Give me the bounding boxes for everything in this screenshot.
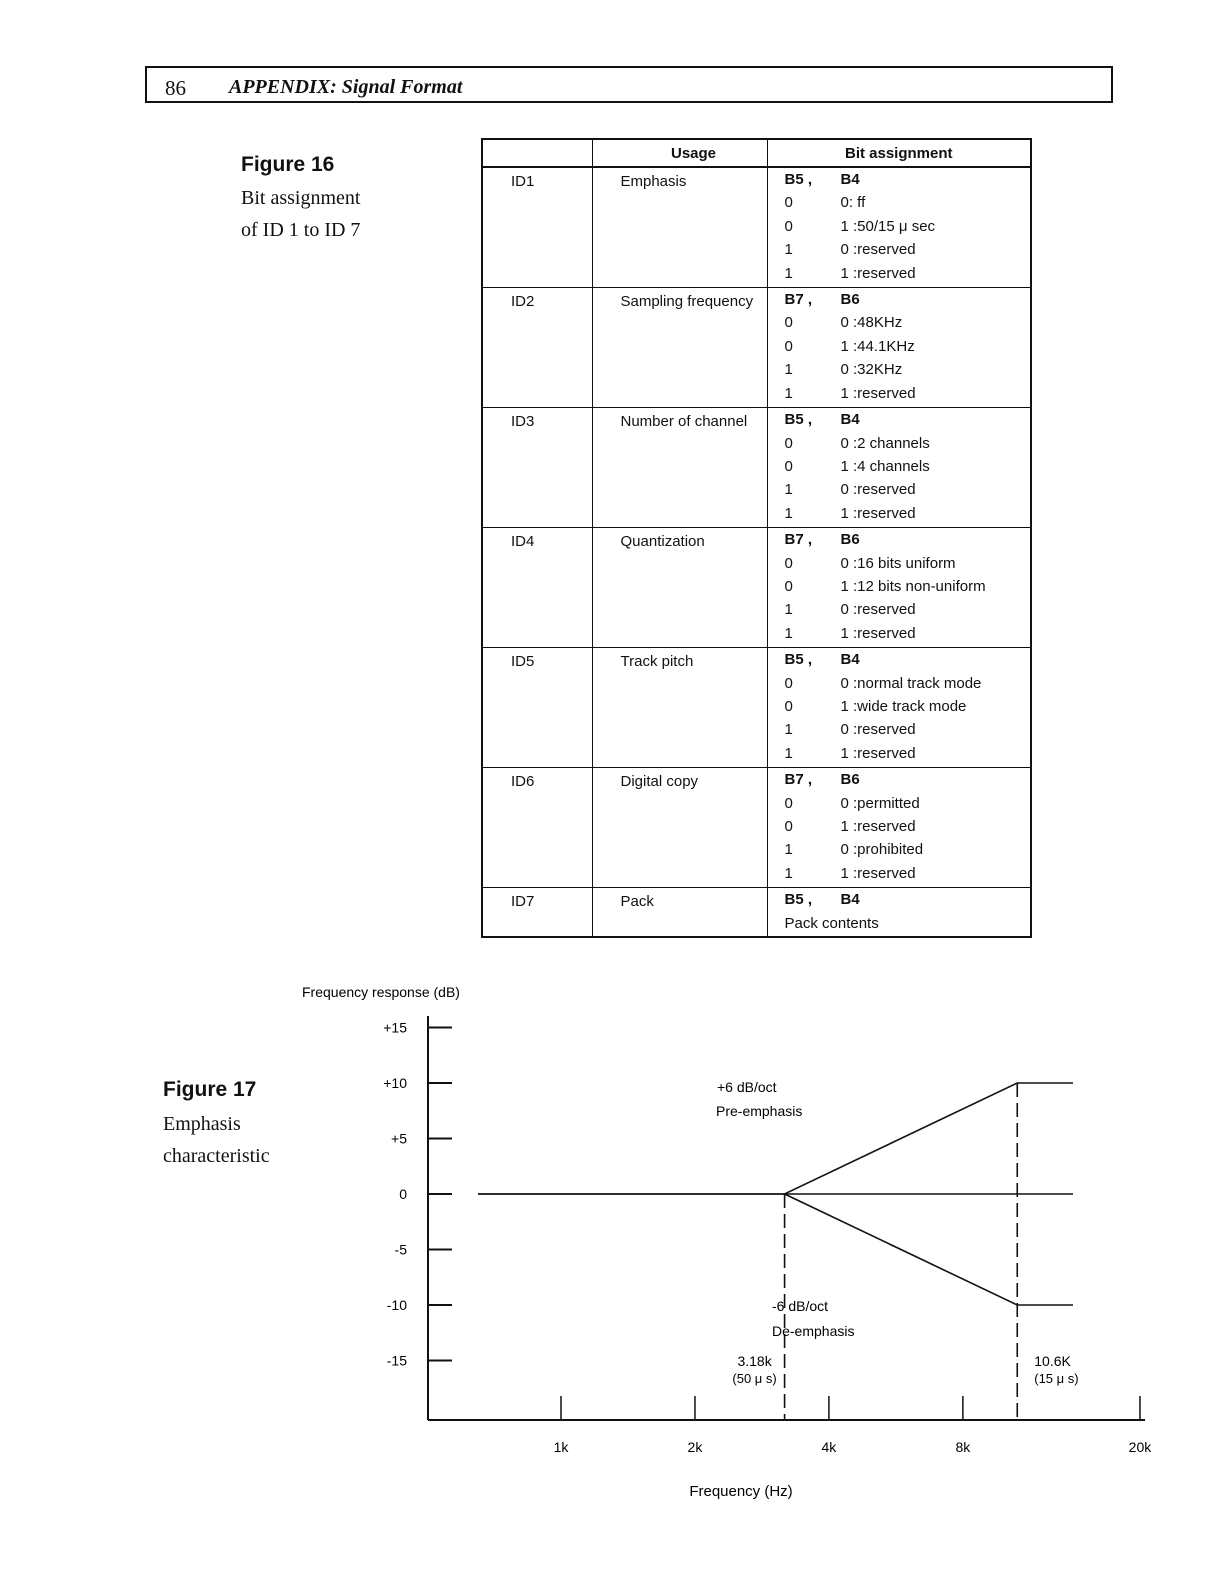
bits-header-lsb: B6 bbox=[840, 771, 860, 789]
x-tick-label: 4k bbox=[821, 1439, 837, 1455]
bits-row-msb: 0 bbox=[784, 194, 793, 212]
bits-row-msb: 0 bbox=[784, 794, 793, 812]
bits-row-value: 1 :4 channels bbox=[840, 457, 930, 475]
y-axis-label: Frequency response (dB) bbox=[302, 984, 460, 1000]
bits-row-msb: 0 bbox=[784, 697, 793, 715]
bits-row-value: 1 :reserved bbox=[840, 818, 916, 836]
table-header-bit-assignment: Bit assignment bbox=[767, 139, 1031, 167]
y-tick-label: +15 bbox=[383, 1019, 407, 1036]
bits-row-value: 1 :reserved bbox=[840, 864, 916, 882]
y-tick-label: -15 bbox=[386, 1352, 407, 1369]
bits-row-value: 0 :reserved bbox=[840, 241, 916, 259]
bits-row-value: 0 :reserved bbox=[840, 481, 916, 499]
bits-row-value: 0 :48KHz bbox=[840, 314, 903, 332]
annotation-label: Pre-emphasis bbox=[716, 1103, 803, 1119]
series-line-pre-emphasis bbox=[478, 1083, 1073, 1194]
figure16-caption-line: Bit assignment bbox=[241, 187, 361, 209]
bits-row-value: 1 :reserved bbox=[840, 264, 916, 282]
row-id: ID4 bbox=[511, 533, 535, 551]
x-tick-label: 1k bbox=[553, 1439, 569, 1455]
row-id: ID5 bbox=[511, 653, 535, 671]
bits-row-msb: 0 bbox=[784, 217, 793, 235]
bits-row-value: 1 :reserved bbox=[840, 504, 916, 522]
bits-row-value: 0 :prohibited bbox=[840, 841, 924, 859]
x-tick-label: 2k bbox=[687, 1439, 703, 1455]
bits-row-msb: 0 bbox=[784, 577, 793, 595]
bits-row-msb: 1 bbox=[784, 264, 793, 282]
figure17-label: Figure 17 bbox=[163, 1078, 257, 1101]
y-tick-label: +5 bbox=[391, 1130, 407, 1147]
bits-row-value: 0 :normal track mode bbox=[840, 674, 982, 692]
row-id: ID6 bbox=[511, 773, 535, 791]
x-tick-label: 20k bbox=[1128, 1439, 1152, 1455]
y-tick-label: -5 bbox=[394, 1241, 407, 1258]
bits-header-msb: B5 , bbox=[784, 891, 813, 909]
row-usage: Quantization bbox=[620, 533, 705, 551]
corner-sublabel: (50 μ s) bbox=[732, 1371, 777, 1386]
bits-row-msb: 1 bbox=[784, 384, 793, 402]
row-usage: Track pitch bbox=[620, 653, 694, 671]
corner-label: 10.6K bbox=[1034, 1353, 1071, 1369]
row-id: ID1 bbox=[511, 173, 535, 190]
bits-row-msb: 1 bbox=[784, 504, 793, 522]
figure16-caption-line: of ID 1 to ID 7 bbox=[241, 219, 361, 241]
figure17-caption-line: Emphasis bbox=[163, 1113, 241, 1135]
bits-header-lsb: B6 bbox=[840, 291, 860, 309]
row-usage: Pack bbox=[620, 893, 654, 911]
bits-row-msb: 1 bbox=[784, 864, 793, 882]
bits-header-msb: B5 , bbox=[784, 411, 813, 429]
bits-row-msb: 0 bbox=[784, 818, 793, 836]
bits-row-value: 1 :reserved bbox=[840, 624, 916, 642]
bits-note: Pack contents bbox=[784, 914, 879, 932]
bits-row-msb: 0 bbox=[784, 674, 793, 692]
series-line-de-emphasis bbox=[785, 1194, 1073, 1305]
bits-row-value: 0 :16 bits uniform bbox=[840, 554, 956, 572]
header-title: APPENDIX: Signal Format bbox=[229, 76, 463, 98]
row-id: ID2 bbox=[511, 293, 535, 311]
row-usage: Emphasis bbox=[620, 173, 687, 190]
bits-header-msb: B7 , bbox=[784, 531, 813, 549]
annotation-label: De-emphasis bbox=[772, 1323, 855, 1339]
bits-row-value: 1 :50/15 μ sec bbox=[840, 217, 936, 235]
bits-row-value: 1 :reserved bbox=[840, 744, 916, 762]
bits-row-msb: 1 bbox=[784, 624, 793, 642]
bits-row-msb: 1 bbox=[784, 361, 793, 379]
bits-row-msb: 1 bbox=[784, 744, 793, 762]
bits-header-lsb: B4 bbox=[840, 411, 860, 429]
bits-row-msb: 1 bbox=[784, 481, 793, 499]
annotation-slope: +6 dB/oct bbox=[717, 1079, 777, 1095]
bits-header-msb: B5 , bbox=[784, 651, 813, 669]
bits-row-msb: 0 bbox=[784, 457, 793, 475]
bits-row-value: 0: ff bbox=[840, 194, 866, 212]
figure16-label: Figure 16 bbox=[241, 153, 335, 176]
page-number: 86 bbox=[165, 76, 186, 100]
row-id: ID7 bbox=[511, 893, 535, 911]
bits-header-lsb: B4 bbox=[840, 171, 860, 188]
bits-row-value: 0 :32KHz bbox=[840, 361, 903, 379]
bits-header-lsb: B4 bbox=[840, 891, 860, 909]
bits-row-msb: 0 bbox=[784, 337, 793, 355]
bits-header-msb: B7 , bbox=[784, 291, 813, 309]
bits-row-value: 1 :reserved bbox=[840, 384, 916, 402]
bits-row-msb: 1 bbox=[784, 241, 793, 259]
row-usage: Digital copy bbox=[620, 773, 699, 791]
bits-row-msb: 1 bbox=[784, 601, 793, 619]
table-header-usage: Usage bbox=[592, 139, 767, 167]
bits-row-msb: 1 bbox=[784, 721, 793, 739]
x-tick-label: 8k bbox=[955, 1439, 971, 1455]
bits-header-lsb: B6 bbox=[840, 531, 860, 549]
bits-row-value: 0 :reserved bbox=[840, 721, 916, 739]
bits-header-msb: B7 , bbox=[784, 771, 813, 789]
bits-row-msb: 0 bbox=[784, 554, 793, 572]
row-usage: Sampling frequency bbox=[620, 293, 754, 311]
bits-row-value: 1 :44.1KHz bbox=[840, 337, 915, 355]
bits-row-value: 0 :permitted bbox=[840, 794, 920, 812]
bits-row-value: 0 :reserved bbox=[840, 601, 916, 619]
corner-label: 3.18k bbox=[737, 1353, 772, 1369]
y-tick-label: 0 bbox=[399, 1186, 407, 1202]
bits-header-msb: B5 , bbox=[784, 171, 813, 188]
bits-row-value: 1 :12 bits non-uniform bbox=[840, 577, 986, 595]
bits-row-msb: 0 bbox=[784, 314, 793, 332]
bits-row-msb: 1 bbox=[784, 841, 793, 859]
corner-sublabel: (15 μ s) bbox=[1034, 1371, 1079, 1386]
annotation-slope: -6 dB/oct bbox=[772, 1298, 829, 1314]
bits-header-lsb: B4 bbox=[840, 651, 860, 669]
bits-row-value: 1 :wide track mode bbox=[840, 697, 967, 715]
bits-row-value: 0 :2 channels bbox=[840, 434, 930, 452]
figure17-caption-line: characteristic bbox=[163, 1145, 270, 1167]
y-tick-label: -10 bbox=[386, 1297, 407, 1313]
bits-row-msb: 0 bbox=[784, 434, 793, 452]
row-id: ID3 bbox=[511, 413, 535, 431]
y-tick-label: +10 bbox=[383, 1075, 407, 1091]
row-usage: Number of channel bbox=[620, 413, 748, 431]
x-axis-label: Frequency (Hz) bbox=[689, 1483, 793, 1500]
